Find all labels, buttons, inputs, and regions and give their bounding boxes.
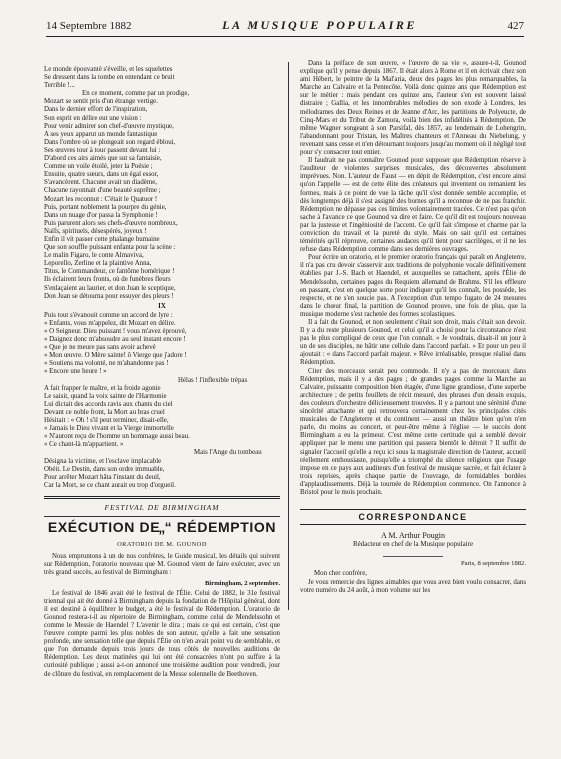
poem-line: Dans le dernier effort de l'inspiration,	[44, 106, 148, 114]
poem-line: Don Juan se détourna pour essuyer des pleurs !	[44, 292, 174, 300]
poem-line: Le malin Figaro, le conte Almaviva,	[44, 252, 144, 260]
poem-line: Son esprit en délire eut une vision :	[44, 114, 142, 122]
poem-line: Car la Mort, se ce chant aurait eu trop d'orgueil.	[44, 481, 176, 489]
page-number: 427	[507, 20, 524, 32]
poem-line: « Encore une heure ! »	[44, 368, 107, 376]
poem-line: « Jamais le Dieu vivant et la Vierge immortelle	[44, 425, 174, 433]
poem-line: Le saisit, quand la voix sainte de l'Harmonie	[44, 392, 167, 400]
poem-line: Puis parurent alors ses chefs-d'œuvre nombreux,	[44, 219, 178, 227]
article-dateline: Birmingham, 2 septembre.	[205, 579, 280, 587]
poem-line: D'abord ces airs aimés que sut sa fantaisie,	[44, 155, 162, 163]
poem-line: Pour venir admirer son chef-d'œuvre mystique,	[44, 122, 174, 130]
poem-stanza-e	[44, 458, 280, 490]
poem-line: Mozart les reconnut : C'était le Quatuor !	[44, 195, 158, 203]
poem-line: A ses yeux apparut un monde fantastique	[44, 130, 158, 138]
poem-line: « Ce chant-là m'appartient. »	[44, 441, 124, 449]
festival-heading: FESTIVAL DE BIRMINGHAM	[104, 502, 220, 512]
letter-addressee: A M. Arthur Pougin	[380, 531, 445, 541]
poem-line: « O Seigneur. Dieu puissant ! vous m'avez éprouvé,	[44, 328, 187, 335]
article-paragraph: Il faudrait ne pas connaître Gounod pour supposer que Rédemption réserve à l'auditeur de violentes surprises musicales, des découvertes absolument imprévues. Non. L'auteur de Faust — en dépit de Rédemption, c'est encore ainsi qu'on l'appelle — est de cette élite des créateurs qui inventent ou remanient les formes, mais à ce point de vue la tâche qu'il s'est donnée semble accomplie, et dès longtemps déjà il s'est assigné des bornes qu'il a reconnue de ne pas franchir. Rédemption ne dépasse pas ces limites volontairement tracées. Ce n'est pas qu'on sache à l'avance ce que Gounod va dire et faire. Ce qu'il dit est toujours nouveau par la justesse et l'ingéniosité de l'accent. Ce qu'il fait s'impose et charme par la conviction du travail et la pureté du style. Mais on sait qu'il est certaines témérités qu'il réprouve, certaines audaces qu'il tient pour sacrilèges, et il ne les refuse dans Rédemption comme dans ses dernières ouvrages.	[300, 157, 526, 254]
header-rule	[46, 36, 524, 37]
article-subtitle: ORATORIO DE M. GOUNOD	[117, 541, 207, 549]
poem-indented-line: En ce moment, comme par un prodige,	[82, 90, 190, 98]
continued-article	[300, 60, 526, 497]
poem-stanza-c	[44, 312, 280, 377]
poem-line: Lui dictait des accords ravis aux chants du ciel	[44, 400, 173, 408]
article-paragraph: Pour écrire un oratorio, et le premier oratorio français qui paraît en Angleterre, il n'a pas cru devoir s'asservir aux traditions de polyphonie vocale définitivement établies par J.-S. Bach et Haendel, et auxquelles se rattachent, après l'Élie de Mendelssohn, certaines pages du Requiem allemand de Brahms. S'il les effleure en passant, c'est en quelque sorte pour indiquer qu'il les connaît, les possède, les respecte, et ne s'en soucie pas. A l'exception d'un tempo fugato de 24 mesures dans le chœur final, la partition de Gounod prouve, une fois de plus, que la musique moderne s'est rachetée des formes scolastiques.	[300, 254, 526, 318]
poem-indented-line-3: Mais l'Ange du tombeau	[194, 449, 262, 457]
poem-line: Pour arrêter Mozart hâta l'instant du deuil,	[44, 473, 161, 481]
poem-line: « Mon œuvre. O Mère sainte! ô Vierge que j'adore !	[44, 352, 187, 360]
poem-line: Comme un voile étoilé, jeter la Poésie ;	[44, 163, 153, 171]
poem-stanza-b	[44, 98, 280, 300]
poem-line: S'enlaçaient au laurier, et don Juan le sceptique,	[44, 284, 176, 292]
poem-line: Désigna la victime, et l'esclave implacable	[44, 457, 162, 465]
column-divider	[288, 62, 289, 610]
article-paragraph: Citer des morceaux serait peu commode. Il n'y a pas de morceaux dans Rédemption, mais il y a des pages ; de grandes pages comme la Marche au Calvaire, puissante composition bien étagée, d'une ligne grandiose, d'une superbe architecture ; de petits feuillets de récit mesuré, des phrases d'un dessin exquis, des couleurs d'orchestre délicieusement trouvées. Il y a partout une sérénité d'une sincérité attachante et qui retrouvera certainement chez les principales cités musicales de l'Angleterre et du continent — aussi un théâtre bien qu'on n'en parle, du moins au concert, et peut-être même à l'église — le succès dont Birmingham a eu la primeur. C'est même cette certitude qui a semblé devoir appliquer par le menu une partition qui passera bientôt le détroit ? Il suffit de signaler l'accueil qu'elle a reçu ici sous la magistrale direction de l'auteur, accueil réellement enthousiaste, puisqu'elle a triomphé du silence religieux que l'usage impose en ce pays aux auditeurs d'un festival de musique sacrée, et fait éclater à trois reprises, après chaque partie de l'ouvrage, de formidables bordées d'applaudissements. Déjà la tournée de Rédemption commence. On l'annonce à Bristol pour le mois prochain.	[300, 367, 526, 496]
correspondence-heading: CORRESPONDANCE	[300, 509, 526, 525]
poem-line: « Enfants, vous m'appelez, dit Mozart en délire.	[44, 319, 176, 327]
stanza-numeral: IX	[158, 302, 166, 310]
poem-line: Ses œuvres tour à tour passent devant lui :	[44, 146, 161, 154]
poem-line: Ils éclairent leurs fronts, où de funèbres fleurs	[44, 276, 171, 284]
poem-line: Mozart se sentit pris d'un étrange vertige.	[44, 98, 158, 106]
poem-line: Se dressent dans la tombe en entendant ce bruit	[44, 74, 175, 82]
section-separator	[44, 496, 280, 499]
poem-line: Le monde épouvanté s'éveille, et les squelettes	[44, 66, 173, 73]
article-paragraph: Dans la préface de son œuvre, « l'œuvre de sa vie », assure-t-il, Gounod explique qu'il y pense depuis 1867. Il était alors à Rome et il en écrivait chez son ami Hébert, le peintre de la Mal'aria, deux des pages les plus remarquables, la Marche au Calvaire et la Pentecôte. Voilà donc quinze ans que Rédemption est sur le métier : mais pendant ces quinze ans, l'auteur s'en est souvent laissé distraire ; Gallia, et les innombrables mélodies de son exode à Londres, les mélodrames des Deux Reines et de Jeanne d'Arc, les partitions de Polyeucte, de Cinq-Mars et du Tribut de Zamora, voilà bien des infidélités à Rédemption. De même Wagner songeant à son Parsifal, dès 1857, au lendemain de Lohengrin, l'abandonnant pour Tristan, les Maîtres chanteurs et l'Anneau du Niebelung, y revenant sans cesse et n'en détournant toujours jusqu'au moment où il négligé tout pour s'y consacrer tout entier.	[300, 60, 526, 157]
letter-rule	[383, 556, 443, 557]
poem-line: « Daignez donc m'absoudre au seul instant encore !	[44, 336, 186, 344]
poem-indented-line-2: Hélas ! l'inflexible trépas	[178, 376, 248, 384]
page-header	[46, 18, 524, 38]
poem-line: Ensuite, quatre sœurs, dans un égal essor,	[44, 171, 159, 179]
poem-line: Dans l'ombre où se plongeait son regard ébloui,	[44, 138, 176, 146]
poem-line: Leporello, Zerline et la plaintive Anna,	[44, 260, 152, 268]
poem-stanza-a	[44, 66, 280, 90]
poem-line: Chacune rayonnait d'une beauté suprême ;	[44, 187, 161, 195]
poem-line: Obéit. Le Destin, dans son ordre immuable,	[44, 465, 165, 473]
letter-paragraph: Je vous remercie des lignes aimables que vous avez bien voulu consacrer, dans votre numéro du 24 août, à mon volume sur les	[300, 578, 526, 594]
header-date: 14 Septembre 1882	[46, 20, 132, 32]
article-paragraph: Le festival de 1846 avait été le festival de l'Élie. Celui de 1882, le 31e festival triennal qui ait été donné à Birmingham depuis la fondation de l'Hôpital général, dont il est destiné à équilibrer le budget, a été le festival de Rédemption. L'oratorio de Gounod restera-t-il au répertoire de Birmingham, comme celui de Mendelssohn et comme le Messie de Haendel ? L'avenir le dira ; mais ce qui est certain, c'est que l'œuvre compte parmi les plus nobles de son auteur, qu'elle a fait une sensation profonde, une sensation telle que depuis l'Élie on n'en avait point vu de semblable, et que l'on demande depuis trois jours de tous côtés de nouvelles auditions de Rédemption. Les deux matinées qui lui ont été consacrées n'ont pu suffire à la curiosité publique ; aussi a-t-on annoncé une troisième audition pour vendredi, jour de clôture du festival, en remplacement de la Messe solennelle de Beethoven.	[44, 589, 280, 678]
poem-line: Devant ce noble front, la Mort au bras cruel	[44, 408, 165, 416]
poem-line: Titus, le Commandeur, ce fantôme homérique !	[44, 268, 175, 276]
letter-place-date: Paris, 8 septembre 1882.	[460, 560, 526, 568]
poem-line: Enfin il vit passer cette phalange humaine	[44, 235, 160, 243]
poem	[44, 66, 280, 490]
article-title: EXÉCUTION DE “ RÉDEMPTION ”	[47, 518, 277, 544]
article-paragraph: Il a fait du Gounod, et non seulement c'était son droit, mais c'était son devoir. Il y a du reste plusieurs Gounod, et celui qu'il a choisi pour la circonstance n'est pas le plus compliqué de ceux que l'on connaît. « Je voudrais, disait-il un jour à un de ses disciples, ne bâtir une cellule dans l'accord parfait. » Et pour un peu il ajoutait : « dans l'accord parfait majeur. » Rêve irréalisable, presque réalisé dans Rédemption.	[300, 319, 526, 367]
poem-line: S'avancèrent. Chacune avait un diadème,	[44, 179, 157, 187]
poem-stanza-d	[44, 385, 280, 450]
letter-addressee-role: Rédacteur en chef de la Musique populaire	[352, 540, 474, 549]
poem-line: Hésitait : « Oh ! s'il peut terminer, disait-elle,	[44, 417, 169, 425]
letter-salutation: Mon cher confrère,	[314, 570, 367, 578]
poem-line: Puis tout s'évanouit comme un accord de lyre :	[44, 311, 173, 319]
article-intro: Nous empruntons à un de nos confrères, le Guide musical, les détails qui suivent sur Rédemption, l'oratorio nouveau que M. Gounod vient de faire exécuter, avec un très grand succès, au festival de Birmingham :	[44, 553, 280, 577]
poem-line: Que son souffle puissant enfanta pour la scène :	[44, 244, 176, 252]
right-column	[300, 60, 526, 595]
poem-line: A fait frapper le maître, et la froide agonie	[44, 384, 161, 392]
publication-title: LA MUSIQUE POPULAIRE	[222, 18, 417, 32]
poem-line: Naïfs, spirituels, désespérés, joyeux !	[44, 227, 147, 235]
poem-line: Dans un nuage d'or passa la Symphonie !	[44, 211, 158, 219]
letter-body	[300, 579, 526, 595]
festival-rule	[44, 516, 280, 517]
poem-line: Puis, portant noblement la pourpre du génie,	[44, 203, 167, 211]
poem-line: Terrible !...	[44, 82, 75, 90]
poem-line: « N'auront reçu de l'homme un hommage aussi beau.	[44, 433, 190, 441]
festival-article	[44, 553, 280, 678]
poem-line: « Que je ne meure pas sans avoir achevé	[44, 344, 156, 352]
left-column	[44, 66, 280, 679]
poem-line: « Soutiens ma volonté, ne m'abandonne pas !	[44, 360, 169, 368]
